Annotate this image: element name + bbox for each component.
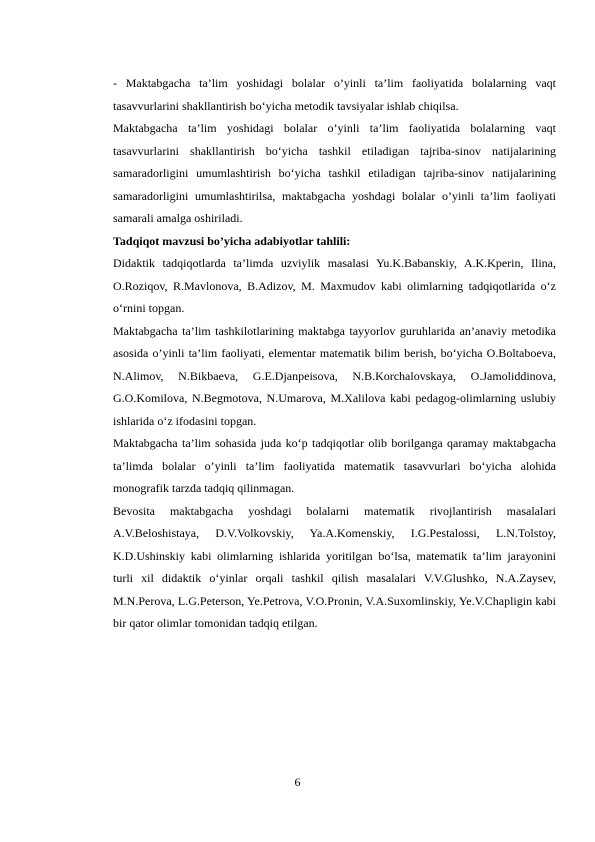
paragraph-math-development: Bevosita maktabgacha yoshdagi bolalarni matematik rivojlantirish masalalari A.V.Beloshistaya, D.V.Volkovskiy, Ya.A.Komenskiy, I.G.Pestalossi, L.N.Tolstoy, K.D.Ushinskiy kabi olimlarning ishlarida yoritilgan bo‘lsa, matematik ta’lim jarayonini turli xil didaktik o‘yinlar orqali tashkil qilish masalalari V.V.Glushko, N.A.Zaysev, M.N.Perova, L.G.Peterson, Ye.Petrova, V.O.Pronin, V.A.Suxomlinskiy, Ye.V.Chapligin kabi bir qator olimlar tomonidan tadqiq etilgan.: [113, 503, 556, 630]
paragraph-preschool-methodology: Maktabgacha ta’lim tashkilotlarining maktabga tayyorlov guruhlarida an’anaviy metodika asosida o’yinli ta’lim faoliyati, elementar matematik bilim berish, bo‘yicha O.Boltaboeva, N.Alimov, N.Bikbaeva, G.E.Djanpeisova, N.B.Korchalovskaya, O.Jamoliddinova, G.O.Komilova, N.Begmotova, N.Umarova, M.Xalilova kabi pedagog-olimlarning uslubiy ishlarida o‘z ifodasini topgan.: [113, 323, 556, 428]
paragraph-didactic-research: Didaktik tadqiqotlarda ta’limda uzviylik masalasi Yu.K.Babanskiy, A.K.Kperin, Ilina, O.Roziqov, R.Mavlonova, B.Adizov, M. Maxmudov kabi olimlarning tadqiqotlarida o‘z o‘rnini topgan.: [113, 256, 556, 315]
page-number: 6: [294, 775, 301, 789]
paragraph-research-gap: Maktabgacha ta’lim sohasida juda ko‘p tadqiqotlar olib borilganga qaramay maktabgacha ta’limda bolalar o’yinli ta’lim faoliyatida matematik tasavvurlari bo‘yicha alohida monografik tarzda tadqiq qilinmagan.: [113, 436, 556, 495]
paragraph-hypothesis: - Maktabgacha ta’lim yoshidagi bolalar o’yinli ta’lim faoliyatida bolalarning vaqt tasavvurlarini shakllantirish bo‘yicha metodik tavsiyalar ishlab chiqilsa.: [113, 76, 556, 113]
page-body: [113, 72, 556, 635]
paragraph-expected-result: Maktabgacha ta’lim yoshidagi bolalar o’yinli ta’lim faoliyatida bolalarning vaqt tasavvurlarini shakllantirish bo‘yicha tashkil etiladigan tajriba-sinov natijalarining samaradorligini umumlashtirish bo‘yicha tashkil etiladigan tajriba-sinov natijalarining samaradorligini umumlashtirilsa, maktabgacha yoshdagi bolalar o’yinli ta’lim faoliyati samarali amalga oshiriladi.: [113, 121, 556, 225]
section-heading-literature-review: Tadqiqot mavzusi bo’yicha adabiyotlar tahlili:: [113, 233, 351, 248]
